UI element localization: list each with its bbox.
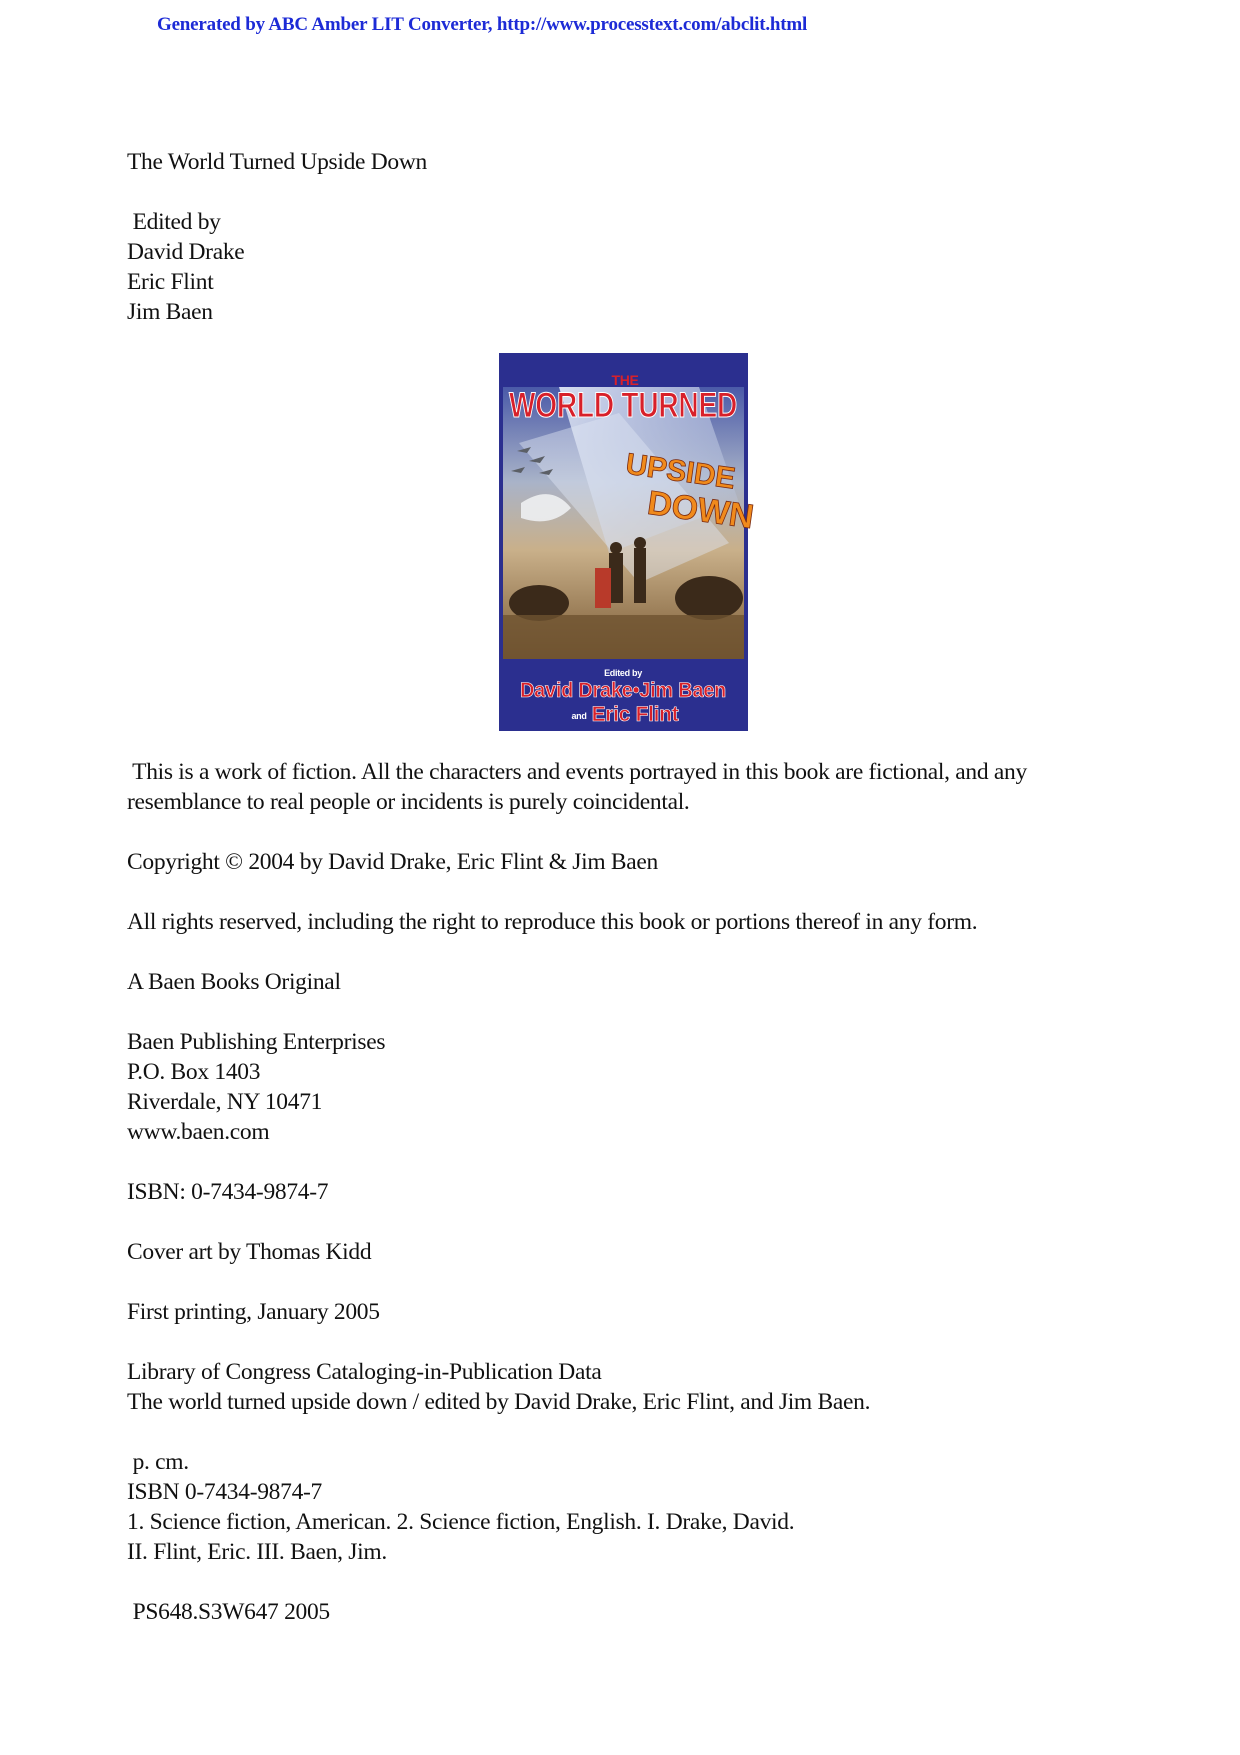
publisher-website: www.baen.com bbox=[127, 1119, 270, 1145]
blank-line bbox=[127, 177, 1127, 207]
blank-line bbox=[127, 1147, 1127, 1177]
cataloging-entry: II. Flint, Eric. III. Baen, Jim. bbox=[127, 1539, 387, 1565]
cover-title-down: DOWN bbox=[645, 483, 756, 537]
cataloging-entry: 1. Science fiction, American. 2. Science fiction, English. I. Drake, David. bbox=[127, 1509, 795, 1535]
blank-line bbox=[127, 1417, 1127, 1447]
converter-banner: Generated by ABC Amber LIT Converter, http://www.processtext.com/abclit.html bbox=[157, 14, 808, 35]
publisher-address: Riverdale, NY 10471 bbox=[127, 1089, 323, 1115]
blank-line bbox=[127, 997, 1127, 1027]
cover-editors-line2: Eric Flint bbox=[591, 703, 679, 726]
blank-line bbox=[127, 1567, 1127, 1597]
title-block bbox=[127, 147, 1127, 327]
cover-title-upside: UPSIDE bbox=[623, 447, 738, 496]
cataloging-entry: The world turned upside down / edited by David Drake, Eric Flint, and Jim Baen. bbox=[127, 1389, 871, 1415]
blank-line bbox=[127, 817, 1127, 847]
editor-name: David Drake bbox=[127, 239, 245, 265]
call-number: PS648.S3W647 2005 bbox=[127, 1599, 330, 1625]
cover-container bbox=[127, 353, 1127, 731]
red-coat bbox=[595, 568, 611, 608]
publisher-address: Baen Publishing Enterprises bbox=[127, 1029, 386, 1055]
document-body bbox=[127, 147, 1127, 1627]
cover-title-world-turned: WORLD TURNED bbox=[509, 386, 737, 425]
publisher-line: A Baen Books Original bbox=[127, 969, 341, 995]
copyright-notice: Copyright © 2004 by David Drake, Eric Flint & Jim Baen bbox=[127, 849, 658, 875]
ground bbox=[503, 615, 744, 659]
cover-edited-by: Edited by bbox=[604, 668, 642, 678]
cover-title-the: THE bbox=[611, 372, 639, 388]
cover-editors-and: and bbox=[571, 711, 587, 721]
editor-name: Jim Baen bbox=[127, 299, 213, 325]
book-title: The World Turned Upside Down bbox=[127, 149, 427, 175]
cataloging-entry: p. cm. bbox=[127, 1449, 189, 1475]
edited-by-label: Edited by bbox=[127, 209, 221, 235]
fiction-disclaimer: resemblance to real people or incidents is purely coincidental. bbox=[127, 789, 690, 815]
cataloging-entry: ISBN 0-7434-9874-7 bbox=[127, 1479, 322, 1505]
fiction-disclaimer: This is a work of fiction. All the characters and events portrayed in this book are fictional, and any bbox=[127, 759, 1027, 785]
blank-line bbox=[127, 1327, 1127, 1357]
copyright-block bbox=[127, 757, 1127, 1627]
book-cover-image bbox=[499, 353, 756, 731]
blank-line bbox=[127, 937, 1127, 967]
rights-reserved: All rights reserved, including the right to reproduce this book or portions thereof in any form. bbox=[127, 909, 978, 935]
editor-name: Eric Flint bbox=[127, 269, 214, 295]
blank-line bbox=[127, 1267, 1127, 1297]
publisher-address: P.O. Box 1403 bbox=[127, 1059, 261, 1085]
cover-editors-line1: David Drake•Jim Baen bbox=[520, 679, 726, 702]
printing-info: First printing, January 2005 bbox=[127, 1299, 380, 1325]
cataloging-heading: Library of Congress Cataloging-in-Publication Data bbox=[127, 1359, 602, 1385]
cover-art-credit: Cover art by Thomas Kidd bbox=[127, 1239, 372, 1265]
blank-line bbox=[127, 877, 1127, 907]
isbn: ISBN: 0-7434-9874-7 bbox=[127, 1179, 329, 1205]
blank-line bbox=[127, 1207, 1127, 1237]
